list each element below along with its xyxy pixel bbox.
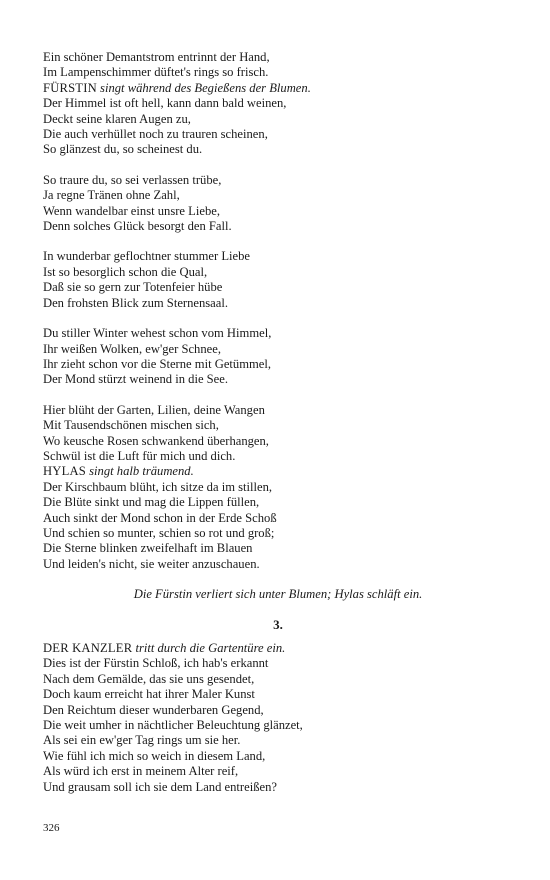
verse-line: So traure du, so sei verlassen trübe, xyxy=(43,172,222,187)
speaker-direction: singt während des Begießens der Blumen. xyxy=(100,80,311,95)
verse-line: In wunderbar geflochtner stummer Liebe xyxy=(43,249,251,264)
verse-line: Du stiller Winter wehest schon vom Himmel, xyxy=(43,326,272,341)
verse-line: Ihr weißen Wolken, ew'ger Schnee, xyxy=(43,341,221,356)
verse-line: Die Sterne blinken zweifelhaft im Blauen xyxy=(43,541,253,556)
verse-line: Nach dem Gemälde, das sie uns gesendet, xyxy=(43,671,255,686)
page-number: 326 xyxy=(43,822,60,834)
verse-line: Deckt seine klaren Augen zu, xyxy=(43,111,191,126)
verse-line: Hier blüht der Garten, Lilien, deine Wangen xyxy=(43,402,265,417)
verse-line: Dies ist der Fürstin Schloß, ich hab's erkannt xyxy=(43,656,269,671)
verse-line: Doch kaum erreicht hat ihrer Maler Kunst xyxy=(43,687,255,702)
verse-line: Der Himmel ist oft hell, kann dann bald weinen, xyxy=(43,96,287,111)
verse-line: Die Blüte sinkt und mag die Lippen füllen, xyxy=(43,495,260,510)
stanza-4 xyxy=(43,326,513,388)
stanza-3 xyxy=(43,249,513,311)
verse-line: Den Reichtum dieser wunderbaren Gegend, xyxy=(43,702,264,717)
verse-line: Denn solches Glück besorgt den Fall. xyxy=(43,219,232,234)
stanza-2 xyxy=(43,173,513,235)
stanza-7 xyxy=(43,641,513,795)
speaker-line xyxy=(43,464,513,479)
verse-line: Mit Tausendschönen mischen sich, xyxy=(43,418,219,433)
speaker-name: DER KANZLER xyxy=(43,641,133,655)
section-number: 3. xyxy=(273,616,283,632)
stage-direction xyxy=(43,587,513,602)
speaker-direction: tritt durch die Gartentüre ein. xyxy=(135,641,286,655)
verse-line: Als würd ich erst in meinem Alter reif, xyxy=(43,764,239,779)
verse-line: Wie fühl ich mich so weich in diesem Land, xyxy=(43,748,266,763)
verse-line: Und schien so munter, schien so rot und groß; xyxy=(43,525,275,540)
speaker-line xyxy=(43,641,513,656)
verse-line: Auch sinkt der Mond schon in der Erde Schoß xyxy=(43,510,277,525)
verse-line: Schwül ist die Luft für mich und dich. xyxy=(43,448,236,463)
stage-direction-text: Die Fürstin verliert sich unter Blumen; Hylas schläft ein. xyxy=(133,587,423,602)
verse-line: So glänzest du, so scheinest du. xyxy=(43,142,203,157)
verse-line: Die weit umher in nächtlicher Beleuchtung glänzet, xyxy=(43,718,303,733)
verse-line: Ein schöner Demantstrom entrinnt der Hand, xyxy=(43,50,270,64)
speaker-name: FÜRSTIN xyxy=(43,80,97,95)
speaker-name: HYLAS xyxy=(43,464,86,479)
verse-line: Der Mond stürzt weinend in die See. xyxy=(43,372,229,387)
verse-line: Den frohsten Blick zum Sternensaal. xyxy=(43,295,229,310)
page-text xyxy=(43,50,513,795)
verse-line: Und grausam soll ich sie dem Land entreißen? xyxy=(43,779,277,794)
verse-line: Wo keusche Rosen schwankend überhangen, xyxy=(43,433,269,448)
verse-line: Daß sie so gern zur Totenfeier hübe xyxy=(43,280,223,295)
verse-line: Der Kirschbaum blüht, ich sitze da im stillen, xyxy=(43,479,273,494)
verse-line: Ihr zieht schon vor die Sterne mit Getümmel, xyxy=(43,356,272,371)
verse-line: Im Lampenschimmer düftet's rings so frisch. xyxy=(43,65,269,80)
verse-line: Ist so besorglich schon die Qual, xyxy=(43,264,208,279)
verse-line: Die auch verhüllet noch zu trauren scheinen, xyxy=(43,127,268,142)
stanza-1 xyxy=(43,50,513,158)
verse-line: Wenn wandelbar einst unsre Liebe, xyxy=(43,203,220,218)
speaker-line xyxy=(43,81,513,96)
stanza-5 xyxy=(43,403,513,572)
verse-line: Und leiden's nicht, sie weiter anzuschauen. xyxy=(43,556,260,571)
verse-line: Ja regne Tränen ohne Zahl, xyxy=(43,188,180,203)
speaker-direction: singt halb träumend. xyxy=(89,464,194,479)
verse-line: Als sei ein ew'ger Tag rings um sie her. xyxy=(43,733,241,748)
